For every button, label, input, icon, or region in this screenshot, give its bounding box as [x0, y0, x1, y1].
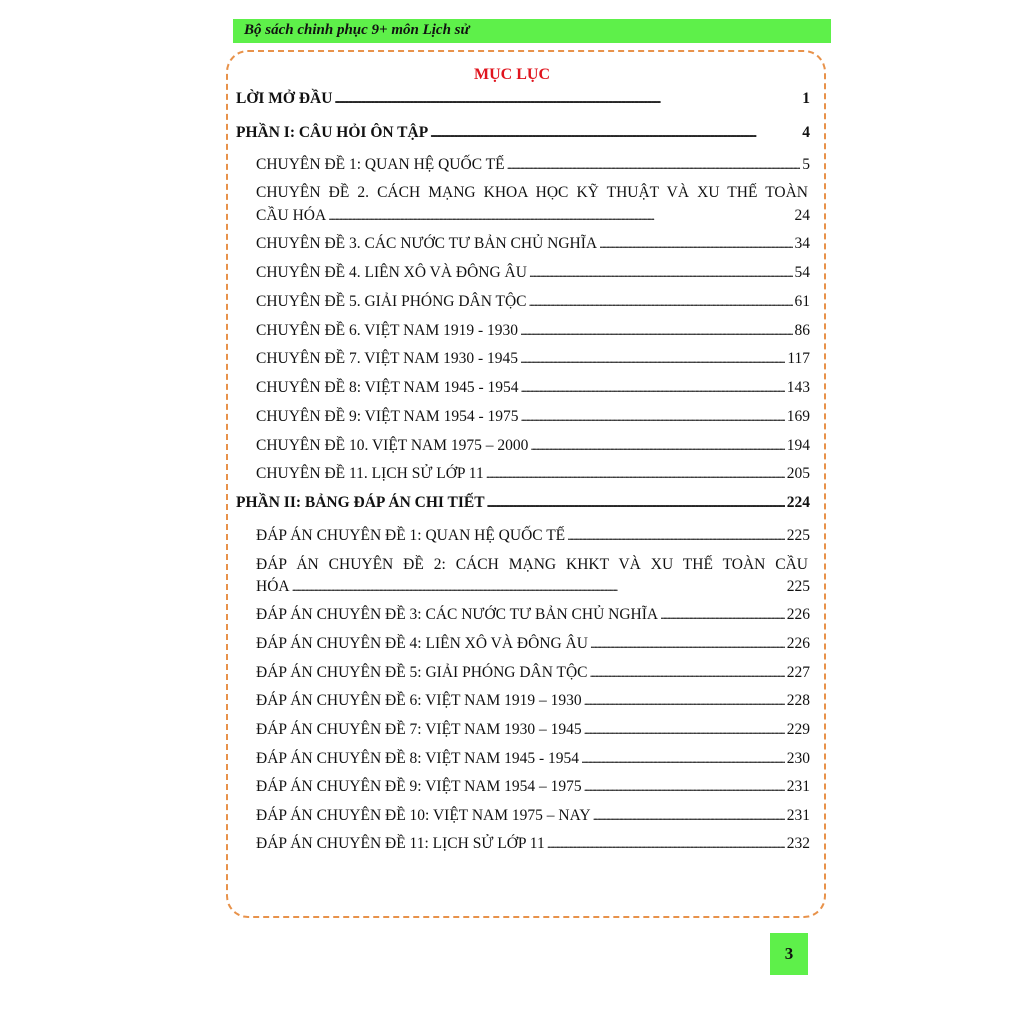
toc-entry-label: CHUYÊN ĐỀ 10. VIỆT NAM 1975 – 2000 — [256, 437, 529, 454]
dot-leader — [521, 408, 785, 426]
toc-entry-label: CẦU HÓA — [256, 207, 327, 224]
dot-leader — [660, 606, 785, 624]
toc-entry-page: 231 — [786, 807, 810, 824]
toc-entry-page: 228 — [786, 692, 810, 709]
toc-entry-page: 4 — [802, 124, 810, 141]
dot-leader — [584, 692, 785, 710]
dot-leader — [590, 635, 785, 653]
toc-entry-page: 231 — [786, 778, 810, 795]
toc-entry-label: CHUYÊN ĐỀ 3. CÁC NƯỚC TƯ BẢN CHỦ NGHĨA — [256, 235, 598, 252]
toc-entry-page: 24 — [794, 207, 810, 224]
dot-leader — [487, 494, 785, 512]
toc-heading: MỤC LỤC — [474, 66, 550, 83]
dot-leader — [529, 293, 793, 311]
toc-entry-label: CHUYÊN ĐỀ 7. VIỆT NAM 1930 - 1945 — [256, 350, 519, 367]
toc-entry-page: 194 — [786, 437, 810, 454]
toc-entry-answer-11[interactable] — [256, 835, 810, 853]
toc-entry-label: ĐÁP ÁN CHUYÊN ĐỀ 8: VIỆT NAM 1945 - 1954 — [256, 750, 580, 767]
toc-entry-label: CHUYÊN ĐỀ 4. LIÊN XÔ VÀ ĐÔNG ÂU — [256, 264, 527, 281]
dot-leader — [547, 835, 785, 853]
toc-entry-page: 226 — [786, 606, 810, 623]
dot-leader — [520, 322, 792, 340]
toc-entry-answer-10[interactable] — [256, 807, 810, 825]
toc-entry-page: 225 — [786, 578, 810, 595]
toc-entry-page: 117 — [787, 350, 810, 367]
dot-leader — [529, 264, 793, 282]
toc-entry-answer-4[interactable] — [256, 635, 810, 653]
toc-entry-part1[interactable] — [236, 124, 810, 142]
toc-entry-chapter-3[interactable] — [256, 235, 810, 253]
toc-entry-label: CHUYÊN ĐỀ 11. LỊCH SỬ LỚP 11 — [256, 465, 484, 482]
toc-entry-part2[interactable] — [236, 494, 810, 512]
toc-entry-page: 227 — [786, 664, 810, 681]
toc-entry-chapter-1[interactable] — [256, 156, 810, 174]
toc-entry-answer-2[interactable] — [256, 578, 810, 596]
toc-entry-page: 226 — [786, 635, 810, 652]
page-number-box — [770, 933, 808, 975]
toc-entry-label: ĐÁP ÁN CHUYÊN ĐỀ 4: LIÊN XÔ VÀ ĐÔNG ÂU — [256, 635, 588, 652]
toc-entry-chapter-4[interactable] — [256, 264, 810, 282]
dot-leader — [521, 379, 785, 397]
toc-entry-page: 225 — [786, 527, 810, 544]
toc-entry-answer-8[interactable] — [256, 750, 810, 768]
toc-entry-label: ĐÁP ÁN CHUYÊN ĐỀ 7: VIỆT NAM 1930 – 1945 — [256, 721, 582, 738]
dot-leader — [584, 721, 785, 739]
toc-entry-page: 34 — [794, 235, 810, 252]
toc-entry-answer-6[interactable] — [256, 692, 810, 710]
toc-entry-chapter-9[interactable] — [256, 408, 810, 426]
toc-entry-label: ĐÁP ÁN CHUYÊN ĐỀ 9: VIỆT NAM 1954 – 1975 — [256, 778, 582, 795]
toc-entry-chapter-2-line1[interactable]: CHUYÊN ĐỀ 2. CÁCH MẠNG KHOA HỌC KỸ THUẬT VÀ XU THẾ TOÀN — [256, 184, 808, 201]
toc-entry-page: 169 — [786, 408, 810, 425]
dot-leader — [581, 750, 785, 768]
dot-leader — [520, 350, 785, 368]
toc-entry-label: ĐÁP ÁN CHUYÊN ĐỀ 10: VIỆT NAM 1975 – NAY — [256, 807, 591, 824]
toc-entry-label: HÓA — [256, 578, 290, 595]
toc-entry-answer-9[interactable] — [256, 778, 810, 796]
toc-entry-page: 86 — [794, 322, 810, 339]
toc-entry-answer-7[interactable] — [256, 721, 810, 739]
dot-leader — [530, 437, 784, 455]
header-bar — [233, 19, 831, 43]
toc-entry-chapter-2[interactable] — [256, 207, 810, 225]
dot-leader — [328, 207, 792, 225]
toc-entry-label: PHẦN II: BẢNG ĐÁP ÁN CHI TIẾT — [236, 494, 485, 511]
toc-entry-chapter-11[interactable] — [256, 465, 810, 483]
toc-entry-label: CHUYÊN ĐỀ 8: VIỆT NAM 1945 - 1954 — [256, 379, 519, 396]
toc-entry-answer-2-line1[interactable]: ĐÁP ÁN CHUYÊN ĐỀ 2: CÁCH MẠNG KHKT VÀ XU THẾ TOÀN CẦU — [256, 556, 808, 573]
toc-entry-label: LỜI MỞ ĐẦU — [236, 90, 333, 107]
dot-leader — [507, 156, 801, 174]
toc-entry-chapter-6[interactable] — [256, 322, 810, 340]
toc-entry-label: ĐÁP ÁN CHUYÊN ĐỀ 11: LỊCH SỬ LỚP 11 — [256, 835, 545, 852]
dot-leader — [292, 578, 785, 596]
toc-entry-chapter-7[interactable] — [256, 350, 810, 368]
toc-entry-label: ĐÁP ÁN CHUYÊN ĐỀ 6: VIỆT NAM 1919 – 1930 — [256, 692, 582, 709]
toc-entry-chapter-8[interactable] — [256, 379, 810, 397]
dot-leader — [430, 124, 800, 142]
toc-entry-preface[interactable] — [236, 90, 810, 108]
toc-entry-label: ĐÁP ÁN CHUYÊN ĐỀ 1: QUAN HỆ QUỐC TẾ — [256, 527, 566, 544]
page-number: 3 — [784, 944, 794, 963]
toc-entry-label: ĐÁP ÁN CHUYÊN ĐỀ 5: GIẢI PHÓNG DÂN TỘC — [256, 664, 588, 681]
dot-leader — [486, 465, 785, 483]
book-series-title: Bộ sách chinh phục 9+ môn Lịch sử — [244, 22, 470, 38]
toc-entry-chapter-10[interactable] — [256, 437, 810, 455]
toc-entry-label: PHẦN I: CÂU HỎI ÔN TẬP — [236, 124, 429, 141]
dot-leader — [567, 527, 785, 545]
toc-entry-label: CHUYÊN ĐỀ 5. GIẢI PHÓNG DÂN TỘC — [256, 293, 527, 310]
toc-entry-page: 205 — [786, 465, 810, 482]
toc-entry-page: 61 — [794, 293, 810, 310]
toc-entry-chapter-5[interactable] — [256, 293, 810, 311]
toc-entry-label: ĐÁP ÁN CHUYÊN ĐỀ 3: CÁC NƯỚC TƯ BẢN CHỦ NGHĨA — [256, 606, 659, 623]
toc-entry-page: 232 — [786, 835, 810, 852]
dot-leader — [599, 235, 792, 253]
toc-entry-label: CHUYÊN ĐỀ 1: QUAN HỆ QUỐC TẾ — [256, 156, 505, 173]
toc-entry-page: 5 — [802, 156, 810, 173]
toc-entry-page: 54 — [794, 264, 810, 281]
toc-entry-label: CHUYÊN ĐỀ 9: VIỆT NAM 1954 - 1975 — [256, 408, 519, 425]
toc-entry-page: 1 — [802, 90, 810, 107]
toc-entry-answer-5[interactable] — [256, 664, 810, 682]
toc-entry-page: 229 — [786, 721, 810, 738]
toc-entry-answer-3[interactable] — [256, 606, 810, 624]
dot-leader — [334, 90, 800, 108]
toc-entry-label: CHUYÊN ĐỀ 6. VIỆT NAM 1919 - 1930 — [256, 322, 519, 339]
toc-entry-page: 224 — [786, 494, 810, 511]
dot-leader — [593, 807, 785, 825]
dot-leader — [590, 664, 785, 682]
toc-entry-answer-1[interactable] — [256, 527, 810, 545]
dot-leader — [584, 778, 785, 796]
toc-entry-page: 143 — [786, 379, 810, 396]
toc-entry-page: 230 — [786, 750, 810, 767]
